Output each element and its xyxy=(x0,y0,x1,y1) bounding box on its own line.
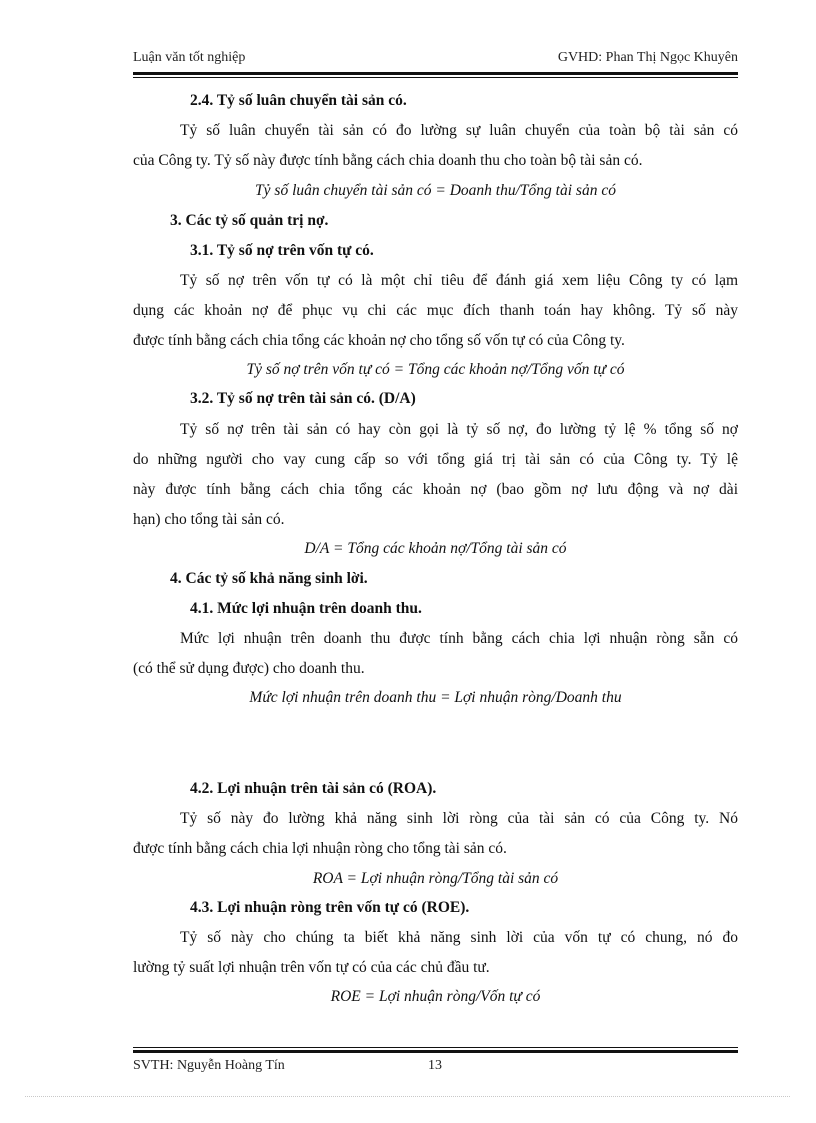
formula-3-1: Tỷ số nợ trên vốn tự có = Tổng các khoản nợ/Tổng vốn tự có xyxy=(246,361,625,378)
paragraph-line: này được tính bằng cách chia tổng các khoản nợ (bao gồm nợ lưu động và nợ dài xyxy=(133,481,738,498)
heading-4-1: 4.1. Mức lợi nhuận trên doanh thu. xyxy=(190,600,422,617)
heading-4-2: 4.2. Lợi nhuận trên tài sản có (ROA). xyxy=(190,780,437,797)
footer-rule-thin xyxy=(133,1047,738,1048)
paragraph-line: lường tỷ suất lợi nhuận trên vốn tự có của các chủ đầu tư. xyxy=(133,959,490,976)
heading-4: 4. Các tỷ số khả năng sinh lời. xyxy=(170,570,368,587)
paragraph-line: Mức lợi nhuận trên doanh thu được tính bằng cách chia lợi nhuận ròng sẵn có xyxy=(180,630,738,647)
formula-4-2: ROA = Lợi nhuận ròng/Tổng tài sản có xyxy=(312,870,559,887)
heading-2-4: 2.4. Tỷ số luân chuyển tài sản có. xyxy=(190,92,407,109)
paragraph-line: (có thể sử dụng được) cho doanh thu. xyxy=(133,660,365,677)
page-bottom-border xyxy=(25,1096,790,1097)
header-thesis-label: Luận văn tốt nghiệp xyxy=(133,50,246,65)
formula-3-2: D/A = Tổng các khoản nợ/Tổng tài sản có xyxy=(304,540,567,557)
formula-4-3: ROE = Lợi nhuận ròng/Vốn tự có xyxy=(330,988,541,1005)
paragraph-line: Tỷ số nợ trên tài sản có hay còn gọi là tỷ số nợ, đo lường tỷ lệ % tổng số nợ xyxy=(180,421,738,438)
heading-4-3: 4.3. Lợi nhuận ròng trên vốn tự có (ROE). xyxy=(190,899,470,916)
footer-student: SVTH: Nguyễn Hoàng Tín xyxy=(133,1058,285,1073)
paragraph-line: do những người cho vay cung cấp so với tổng giá trị tài sản có của Công ty. Tỷ lệ xyxy=(133,451,738,468)
paragraph-line: hạn) cho tổng tài sản có. xyxy=(133,511,285,528)
paragraph-line: được tính bằng cách chia lợi nhuận ròng cho tổng tài sản có. xyxy=(133,840,507,857)
paragraph-line: của Công ty. Tỷ số này được tính bằng cách chia doanh thu cho toàn bộ tài sản có. xyxy=(133,152,643,169)
paragraph-line: được tính bằng cách chia tổng các khoản nợ cho tổng số vốn tự có của Công ty. xyxy=(133,332,625,349)
formula-4-1: Mức lợi nhuận trên doanh thu = Lợi nhuận ròng/Doanh thu xyxy=(249,689,622,706)
header-rule-thin xyxy=(133,77,738,78)
page-header xyxy=(133,50,738,70)
paragraph-line: Tỷ số luân chuyển tài sản có đo lường sự luân chuyển của toàn bộ tài sản có xyxy=(180,122,738,139)
header-rule-thick xyxy=(133,72,738,75)
paragraph-line: dụng các khoản nợ để phục vụ chi các mục đích thanh toán hay không. Tỷ số này xyxy=(133,302,738,319)
paragraph-line: Tỷ số nợ trên vốn tự có là một chỉ tiêu để đánh giá xem liệu Công ty có lạm xyxy=(180,272,738,289)
page-footer xyxy=(133,1058,738,1078)
footer-rule-thick xyxy=(133,1050,738,1053)
heading-3-2: 3.2. Tỷ số nợ trên tài sản có. (D/A) xyxy=(190,390,416,407)
paragraph-line: Tỷ số này đo lường khả năng sinh lời ròng của tài sản có của Công ty. Nó xyxy=(180,810,738,827)
formula-2-4: Tỷ số luân chuyển tài sản có = Doanh thu/Tổng tài sản có xyxy=(255,182,616,199)
header-advisor: GVHD: Phan Thị Ngọc Khuyên xyxy=(557,50,738,65)
paragraph-line: Tỷ số này cho chúng ta biết khả năng sinh lời của vốn tự có chung, nó đo xyxy=(180,929,738,946)
heading-3: 3. Các tỷ số quản trị nợ. xyxy=(170,212,329,229)
page-number: 13 xyxy=(428,1058,442,1073)
heading-3-1: 3.1. Tỷ số nợ trên vốn tự có. xyxy=(190,242,374,259)
